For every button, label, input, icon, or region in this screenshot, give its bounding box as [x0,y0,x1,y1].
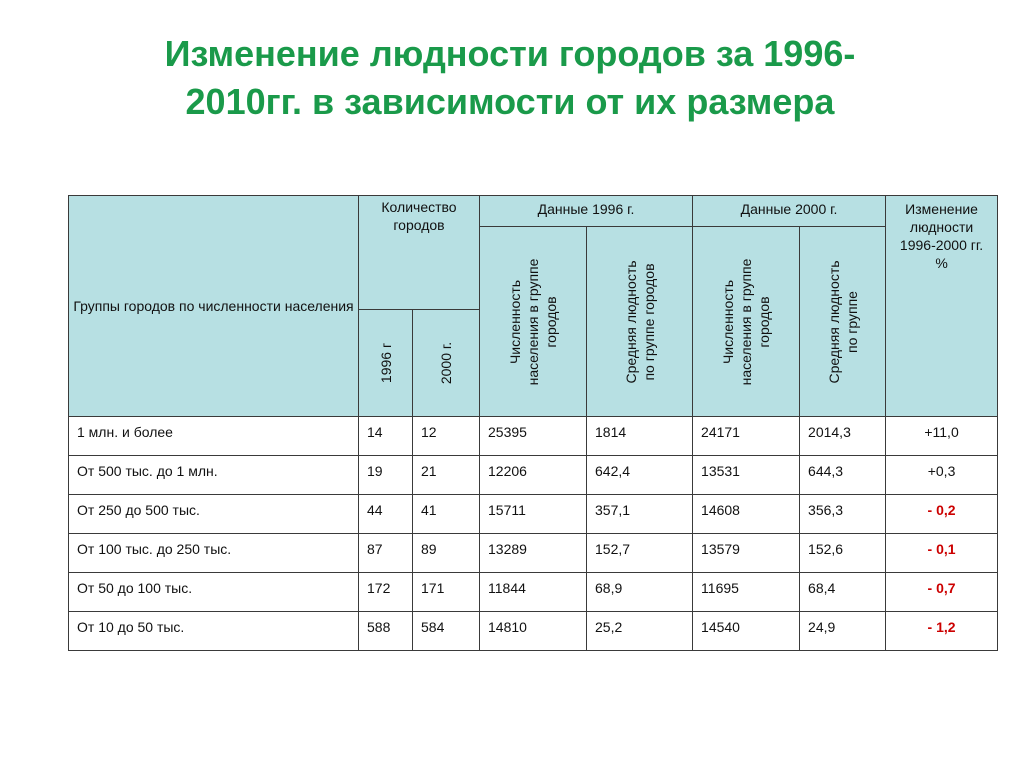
change-value-negative: - 0,2 [886,495,998,534]
change-value: +0,3 [886,456,998,495]
header-count-1996: 1996 г [359,310,413,417]
page-title [60,30,960,126]
header-pop-1996: Численность населения в группе городов [480,227,587,417]
change-value: +11,0 [886,417,998,456]
table-row: От 250 до 500 тыс. 44 41 15711 357,1 14608 356,3 - 0,2 [69,495,998,534]
table-row: От 100 тыс. до 250 тыс. 87 89 13289 152,7 13579 152,6 - 0,1 [69,534,998,573]
header-data-1996: Данные 1996 г. [480,196,693,227]
header-row-1 [69,196,998,227]
title-line-1: Изменение людности городов за 1996- [164,33,856,74]
change-value-negative: - 1,2 [886,612,998,651]
table-body [69,417,998,651]
data-table [68,195,998,651]
table-row: От 10 до 50 тыс. 588 584 14810 25,2 14540 24,9 - 1,2 [69,612,998,651]
header-count: Количество городов [359,196,480,310]
table-row: 1 млн. и более 14 12 25395 1814 24171 2014,3 +11,0 [69,417,998,456]
header-avg-2000: Средняя людность по группе [800,227,886,417]
table-row: От 500 тыс. до 1 млн. 19 21 12206 642,4 13531 644,3 +0,3 [69,456,998,495]
table-row: От 50 до 100 тыс. 172 171 11844 68,9 11695 68,4 - 0,7 [69,573,998,612]
header-count-2000: 2000 г. [413,310,480,417]
header-change: Изменение людности 1996-2000 гг. % [886,196,998,417]
header-pop-2000: Численность населения в группе городов [693,227,800,417]
change-value-negative: - 0,7 [886,573,998,612]
header-avg-1996: Средняя людность по группе городов [587,227,693,417]
header-group: Группы городов по численности населения [69,196,359,417]
title-line-2: 2010гг. в зависимости от их размера [185,81,835,122]
change-value-negative: - 0,1 [886,534,998,573]
header-data-2000: Данные 2000 г. [693,196,886,227]
